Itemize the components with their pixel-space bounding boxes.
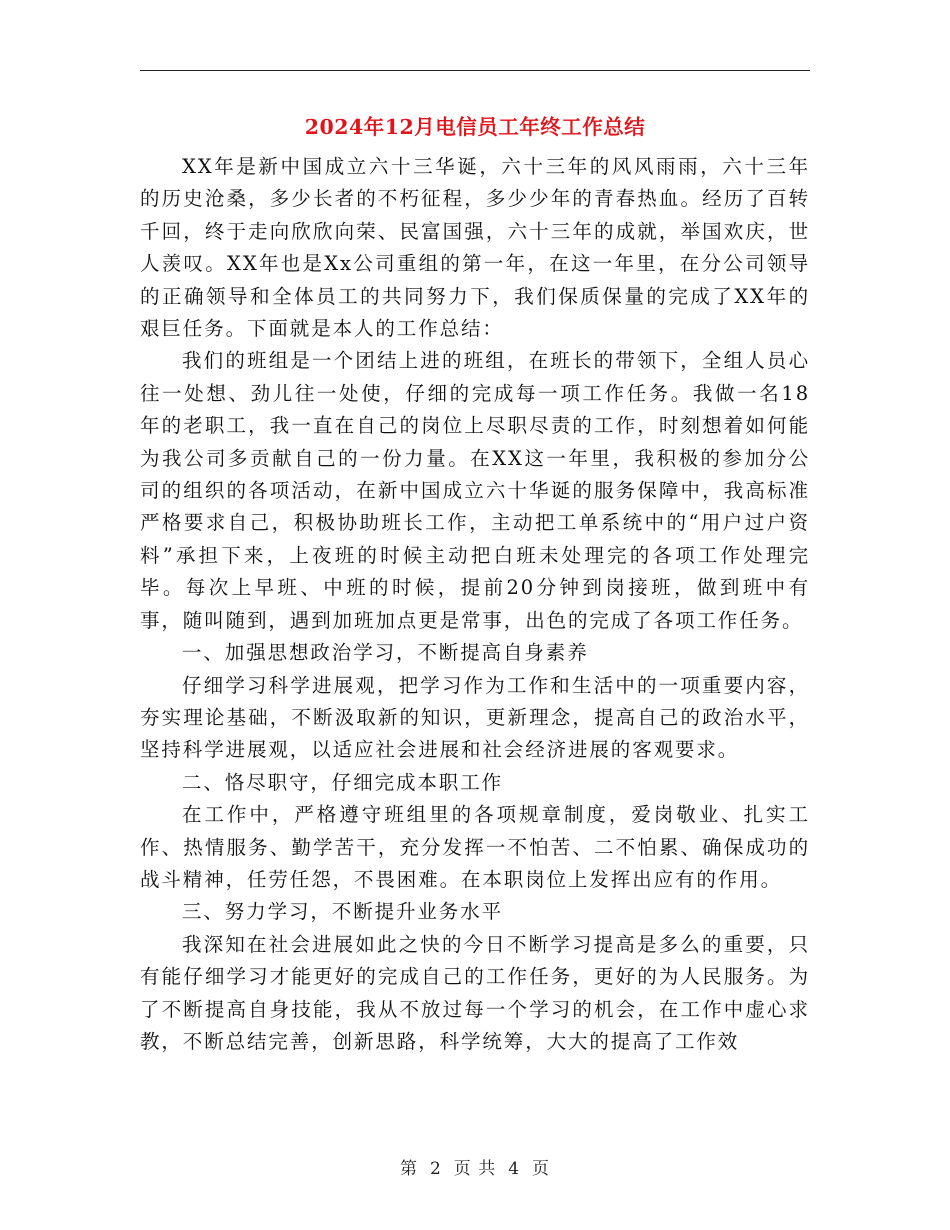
section-heading-3: 三、努力学习，不断提升业务水平 — [182, 900, 504, 924]
paragraph-section-1: 仔细学习科学进展观，把学习作为工作和生活中的一项重要内容，夯实理论基础，不断汲取新的知识，更新理念，提高自己的政治水平，坚持科学进展观，以适应社会进展和社会经济进展的客观要求。 — [140, 673, 810, 762]
footer-page-number: 2 — [429, 1159, 442, 1179]
footer-total-pages: 4 — [508, 1159, 521, 1179]
paragraph-section-3: 我深知在社会进展如此之快的今日不断学习提高是多么的重要，只有能仔细学习才能更好的完成自己的工作任务，更好的为人民服务。为了不断提高自身技能，我从不放过每一个学习的机会，在工作中虚心求教，不断总结完善，创新思路，科学统筹，大大的提高了工作效 — [140, 932, 810, 1053]
header-rule — [140, 70, 810, 71]
paragraph-section-2: 在工作中，严格遵守班组里的各项规章制度，爱岗敬业、扎实工作、热情服务、勤学苦干，充分发挥一不怕苦、二不怕累、确保成功的战斗精神，任劳任怨，不畏困难。在本职岗位上发挥出应有的作用。 — [140, 803, 810, 891]
page-footer — [0, 1154, 950, 1179]
footer-prefix: 第 — [399, 1159, 418, 1179]
document-title: 2024年12月电信员工年终工作总结 — [304, 115, 646, 139]
section-heading-2: 二、恪尽职守，仔细完成本职工作 — [182, 770, 504, 794]
footer-suffix: 页 — [532, 1159, 551, 1179]
section-heading-1: 一、加强思想政治学习，不断提高自身素养 — [182, 641, 589, 665]
paragraph-intro: XX年是新中国成立六十三华诞，六十三年的风风雨雨，六十三年的历史沧桑，多少长者的不朽征程，多少少年的青春热血。经历了百转千回，终于走向欣欣向荣、民富国强，六十三年的成就，举国欢庆，世人羡叹。XX年也是Xx公司重组的第一年，在这一年里，在分公司领导的正确领导和全体员工的共同努力下，我们保质保量的完成了XX年的艰巨任务。下面就是本人的工作总结： — [140, 155, 810, 341]
document-body — [140, 151, 810, 1058]
paragraph-team: 我们的班组是一个团结上进的班组，在班长的带领下，全组人员心往一处想、劲儿往一处使，仔细的完成每一项工作任务。我做一名18年的老职工，我一直在自己的岗位上尽职尽责的工作，时刻想着如何能为我公司多贡献自己的一份力量。在XX这一年里，我积极的参加分公司的组织的各项活动，在新中国成立六十华诞的服务保障中，我高标准严格要求自己，积极协助班长工作，主动把工单系统中的“用户过户资料”承担下来，上夜班的时候主动把白班未处理完的各项工作处理完毕。每次上早班、中班的时候，提前20分钟到岗接班，做到班中有事，随叫随到，遇到加班加点更是常事，出色的完成了各项工作任务。 — [140, 349, 810, 632]
footer-middle: 页 共 — [453, 1159, 497, 1179]
